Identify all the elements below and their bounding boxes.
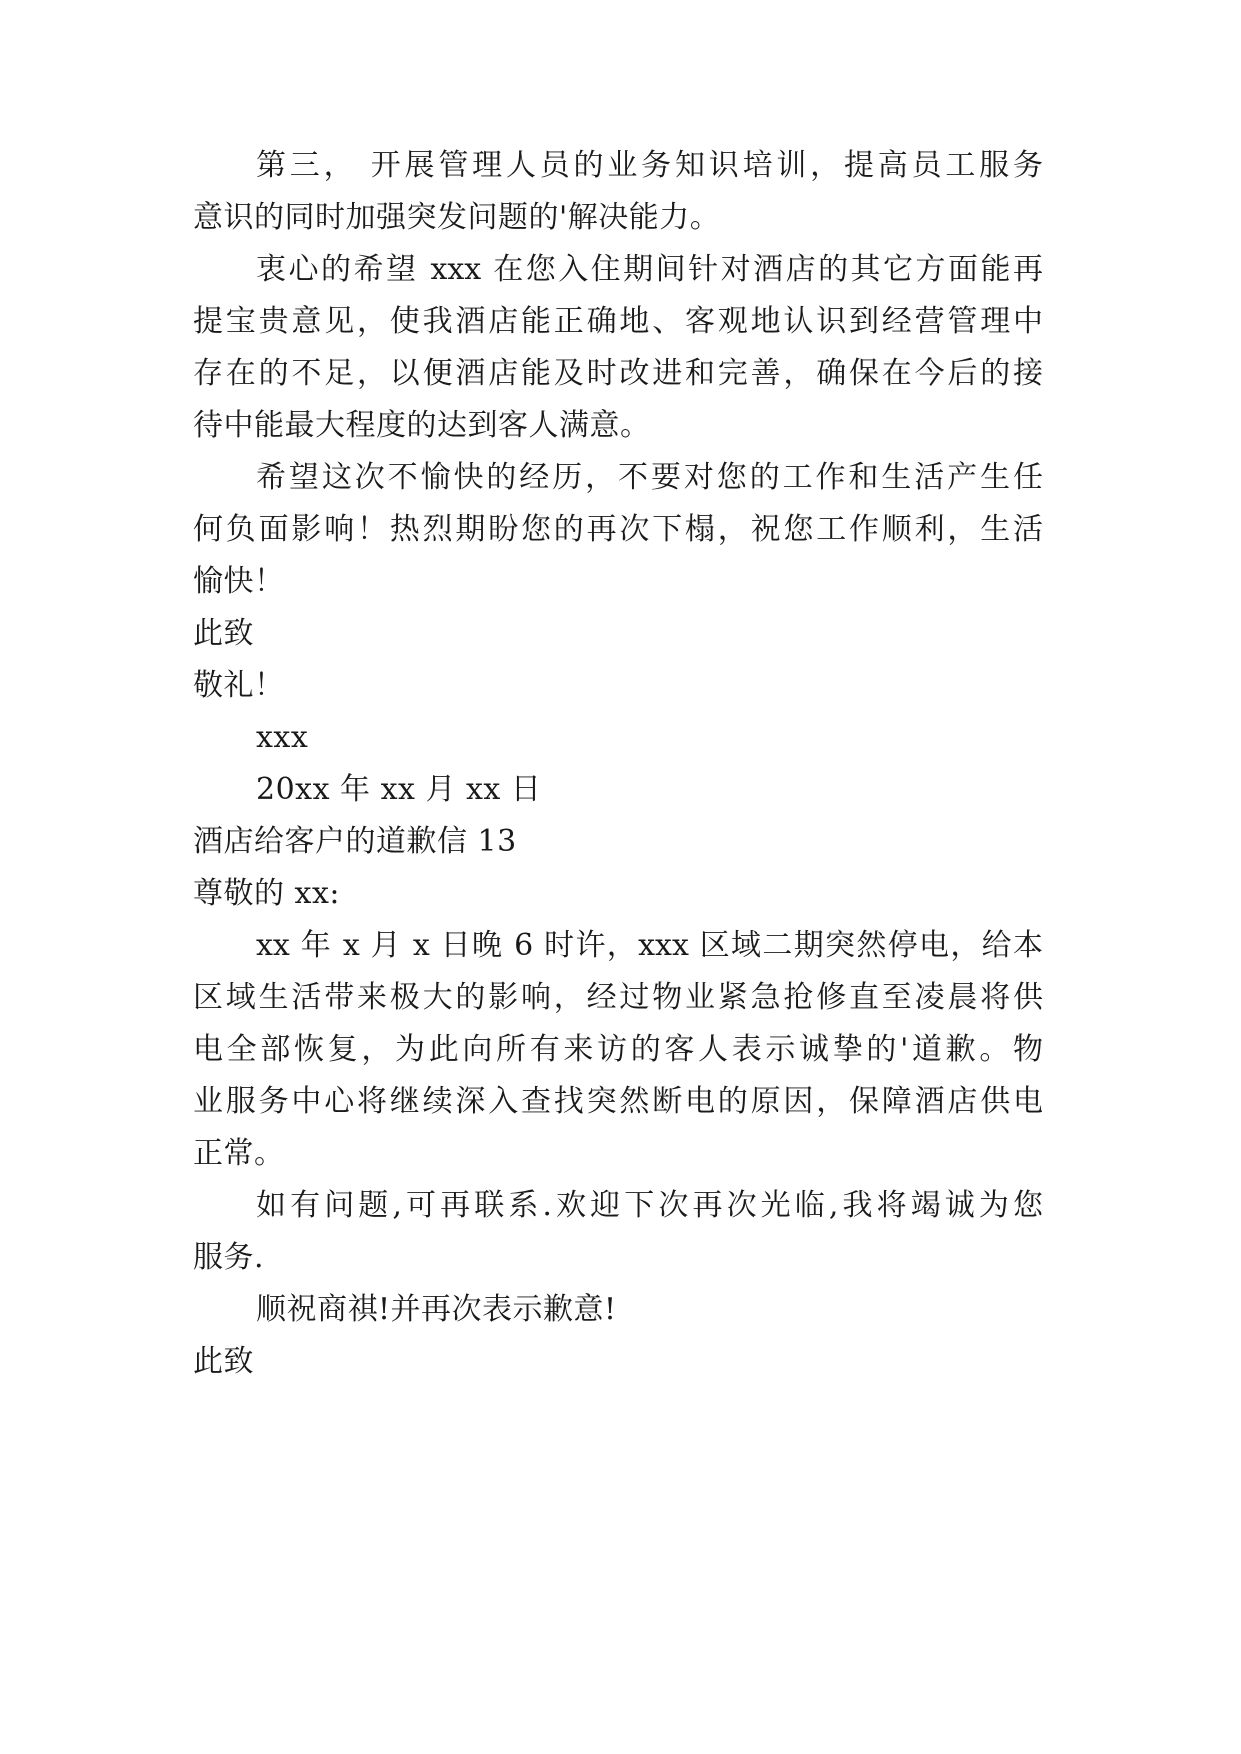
salutation: 尊敬的 xx: (193, 876, 340, 911)
para3-line3: 愉快！ (193, 564, 285, 599)
para2-line1: 衷心的希望 xxx 在您入住期间针对酒店的其它方面能再 (256, 252, 1043, 287)
para3-line2: 何负面影响！热烈期盼您的再次下榻，祝您工作顺利，生活 (193, 512, 1043, 547)
para2-line2: 提宝贵意见，使我酒店能正确地、客观地认识到经营管理中 (193, 304, 1043, 339)
para2-line4: 待中能最大程度的达到客人满意。 (193, 408, 651, 443)
para4-line5: 正常。 (193, 1136, 285, 1171)
para4-line2: 区域生活带来极大的影响，经过物业紧急抢修直至凌晨将供 (193, 980, 1043, 1015)
para2-line3: 存在的不足，以便酒店能及时改进和完善，确保在今后的接 (193, 356, 1043, 391)
letter-title: 酒店给客户的道歉信 13 (193, 824, 517, 859)
para5-line2: 服务. (193, 1240, 265, 1275)
para6-text: 顺祝商祺!并再次表示歉意! (256, 1292, 617, 1327)
para1-line2: 意识的同时加强突发问题的'解决能力。 (193, 200, 721, 235)
para5-line1: 如有问题,可再联系.欢迎下次再次光临,我将竭诚为您 (256, 1188, 1043, 1223)
para3-line1: 希望这次不愉快的经历，不要对您的工作和生活产生任 (256, 460, 1043, 495)
para4-line3: 电全部恢复，为此向所有来访的客人表示诚挚的'道歉。物 (193, 1032, 1043, 1067)
para4-line1: xx 年 x 月 x 日晚 6 时许，xxx 区域二期突然停电，给本 (256, 928, 1043, 963)
closing-text: 此致 (193, 616, 254, 651)
letter-date: 20xx 年 xx 月 xx 日 (256, 772, 542, 807)
regards-text: 敬礼！ (193, 668, 285, 703)
para4-line4: 业服务中心将继续深入查找突然断电的原因，保障酒店供电 (193, 1084, 1043, 1119)
closing-text-2: 此致 (193, 1344, 254, 1379)
para1-line1: 第三， 开展管理人员的业务知识培训，提高员工服务 (256, 148, 1043, 183)
signer-name: xxx (256, 720, 309, 755)
